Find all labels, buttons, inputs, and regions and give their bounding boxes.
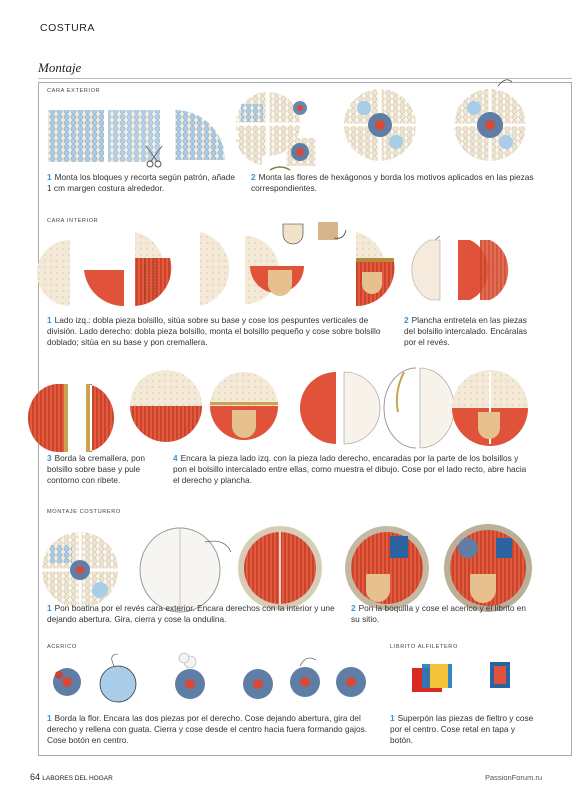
watermark: PassionForum.ru [485,773,543,782]
needle-book-felt [412,664,452,692]
step-ext-2: 2 Monta las flores de hexágonos y borda los motivos aplicados en las piezas correspondientes. [251,172,534,194]
sewing-box-inside-b [345,526,429,610]
pincushion-step-4 [243,669,273,699]
step-mon-2: 2 Pon la boquilla y cose el acerico y el librito en su sitio. [351,603,527,625]
sewing-box-inside-a [238,526,322,610]
pincushion-step-1 [53,668,81,696]
step-int-2: 2 Plancha entretela en las piezas del bolsillo intercalado. Encáralas por el revés. [404,315,528,348]
page-number: 64 [30,772,41,782]
pincushion-step-2 [100,654,136,702]
pocket-with-zipper [356,232,394,306]
assembled-circle-step2d [454,80,526,161]
hexagon-block-half [48,110,104,162]
section-label-librito: LIBRITO ALFILETERO [390,644,458,650]
pincushion-step-5 [290,658,320,697]
assembly-1 [130,370,202,442]
section-label-montaje-costurero: MONTAJE COSTURERO [47,509,121,515]
sewing-box-wadding [140,528,231,612]
pocket-half-circle-plain [200,232,229,306]
step-mon-1: 1 Pon boatina por el revés cara exterior. Encara derechos con la interior y une dejando abertura. Gira, cierra y cose la ondulina. [47,603,335,625]
step-int-3: 3 Borda la cremallera, pon bolsillo sobre base y pule contorno con ribete. [47,453,146,486]
section-label-acerico: ACERICO [47,644,77,650]
zipper-piece-1 [28,384,68,452]
needle-book-cover [490,662,510,688]
step-int-4: 4 Encara la pieza lado izq. con la pieza lado derecho, encaradas por la parte de los bolsillos y pon el bolsillo intercalado entre ellas, como muestra el dibujo. Cose por el lado recto, abre hacia el derecho y plancha. [173,453,527,486]
zipper-piece-2 [84,384,114,452]
assembly-5 [452,370,528,446]
section-label-cara-interior: CARA INTERIOR [47,218,99,224]
assembly-2 [210,372,278,440]
pincushion-step-6 [336,667,366,697]
assembly-3 [300,372,380,444]
assembly-4 [384,368,454,448]
step-ace-1: 1 Borda la flor. Encara las dos piezas por el derecho. Cose dejando abertura, gira del derecho y rellena con guata. Cierra y cose desde el centro hacia fuera formando gajos. Cose botón en centro. [47,713,368,746]
page-title: Montaje [38,60,82,75]
step-int-1: 1 Lado izq.: dobla pieza bolsillo, sitúa sobre su base y cose los pespuntes verticales de división. Lado derecho: dobla pieza bolsillo, monta el bolsillo pequeño y cose sobre bolsillo doblado; sitúa en su base y pon cremallera. [47,315,381,348]
step-ext-1: 1 Monta los bloques y recorta según patrón, añade 1 cm margen costura alrededor. [47,172,235,194]
page-category: COSTURA [40,22,95,34]
small-pocket-pieces [283,222,346,244]
pocket-half-circle-sewn [135,232,171,306]
assembled-circle-step2c [344,89,416,161]
section-label-cara-exterior: CARA EXTERIOR [47,88,101,94]
pocket-quarter-red [84,270,124,306]
step-lib-1: 1 Superpón las piezas de fieltro y cose por el centro. Cose retal en tapa y botón. [390,713,534,746]
sewing-box-outer [42,532,118,608]
interlining-pieces [412,236,509,300]
pocket-with-small-pocket [245,236,304,304]
footer [30,772,113,782]
pincushion-step-3 [175,653,205,699]
pocket-half-circle-1 [37,240,70,306]
sewing-box-inside-c [444,524,532,612]
magazine-name: LABORES DEL HOGAR [42,775,113,782]
quarter-circle-piece [175,110,225,160]
